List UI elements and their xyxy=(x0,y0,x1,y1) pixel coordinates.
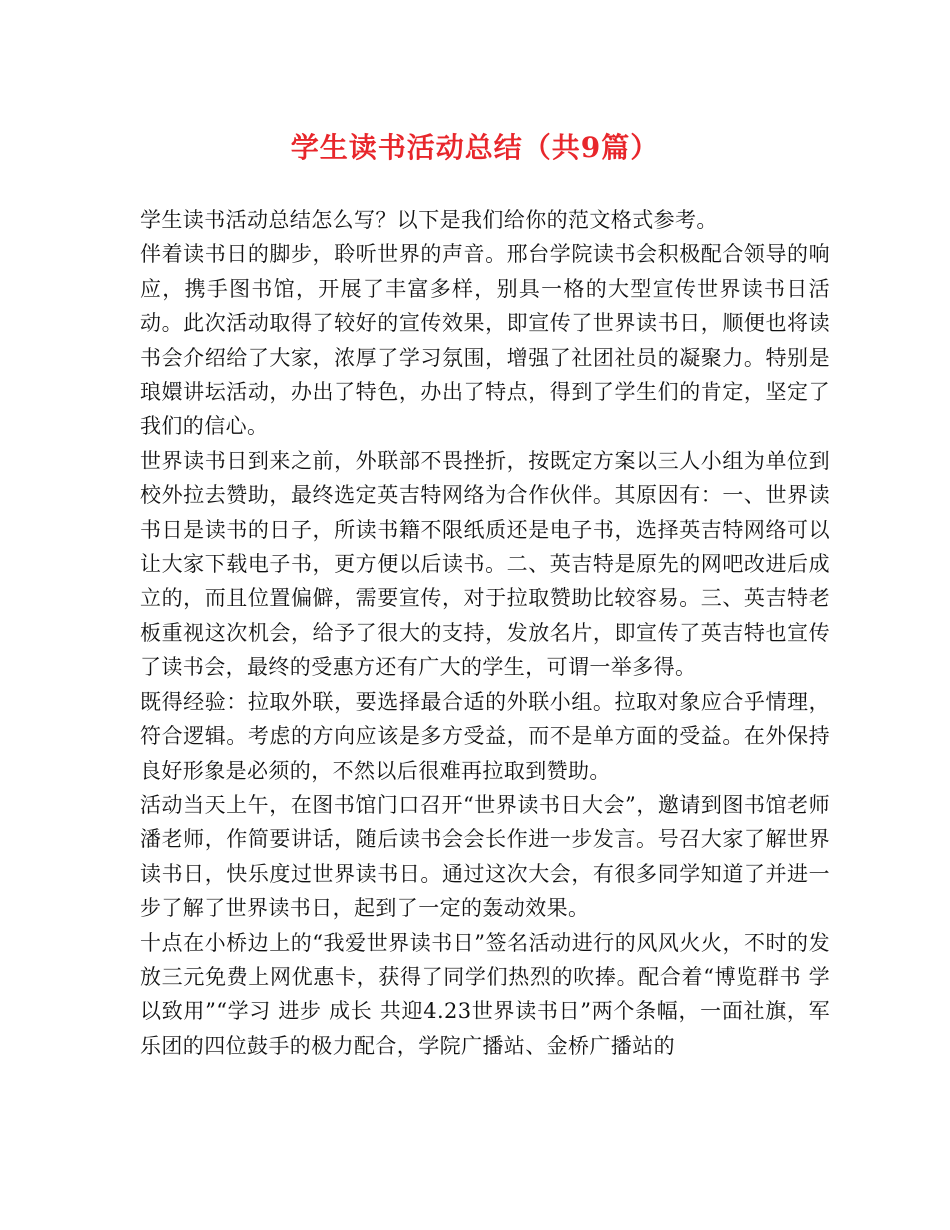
paragraph-overview: 伴着读书日的脚步，聆听世界的声音。邢台学院读书会积极配合领导的响应，携手图书馆，开展了丰富多样，别具一格的大型宣传世界读书日活动。此次活动取得了较好的宣传效果，即宣传了世界读书日，顺便也将读书会介绍给了大家，浓厚了学习氛围，增强了社团社员的凝聚力。特别是琅嬛讲坛活动，办出了特色，办出了特点，得到了学生们的肯定，坚定了我们的信心。 xyxy=(140,242,830,439)
paragraph-conference: 活动当天上午，在图书馆门口召开“世界读书日大会”，邀请到图书馆老师潘老师，作简要讲话，随后读书会会长作进一步发言。号召大家了解世界读书日，快乐度过世界读书日。通过这次大会，有很多同学知道了并进一步了解了世界读书日，起到了一定的轰动效果。 xyxy=(140,792,830,921)
document-body xyxy=(140,203,830,1063)
paragraph-sponsorship: 世界读书日到来之前，外联部不畏挫折，按既定方案以三人小组为单位到校外拉去赞助，最终选定英吉特网络为合作伙伴。其原因有：一、世界读书日是读书的日子，所读书籍不限纸质还是电子书，选择英吉特网络可以让大家下载电子书，更方便以后读书。二、英吉特是原先的网吧改进后成立的，而且位置偏僻，需要宣传，对于拉取赞助比较容易。三、英吉特老板重视这次机会，给予了很大的支持，发放名片，即宣传了英吉特也宣传了读书会，最终的受惠方还有广大的学生，可谓一举多得。 xyxy=(140,448,830,680)
paragraph-experience: 既得经验：拉取外联，要选择最合适的外联小组。拉取对象应合乎情理，符合逻辑。考虑的方向应该是多方受益，而不是单方面的受益。在外保持良好形象是必须的，不然以后很难再拉取到赞助。 xyxy=(140,689,830,783)
paragraph-intro: 学生读书活动总结怎么写？以下是我们给你的范文格式参考。 xyxy=(140,208,718,232)
paragraph-signing-event: 十点在小桥边上的“我爱世界读书日”签名活动进行的风风火火，不时的发放三元免费上网优惠卡，获得了同学们热烈的吹捧。配合着“博览群书 学以致用”“学习 进步 成长 共迎4.23世界读书日”两个条幅，一面社旗，军乐团的四位鼓手的极力配合，学院广播站、金桥广播站的 xyxy=(140,930,830,1058)
document-title: 学生读书活动总结（共9篇） xyxy=(290,131,660,164)
